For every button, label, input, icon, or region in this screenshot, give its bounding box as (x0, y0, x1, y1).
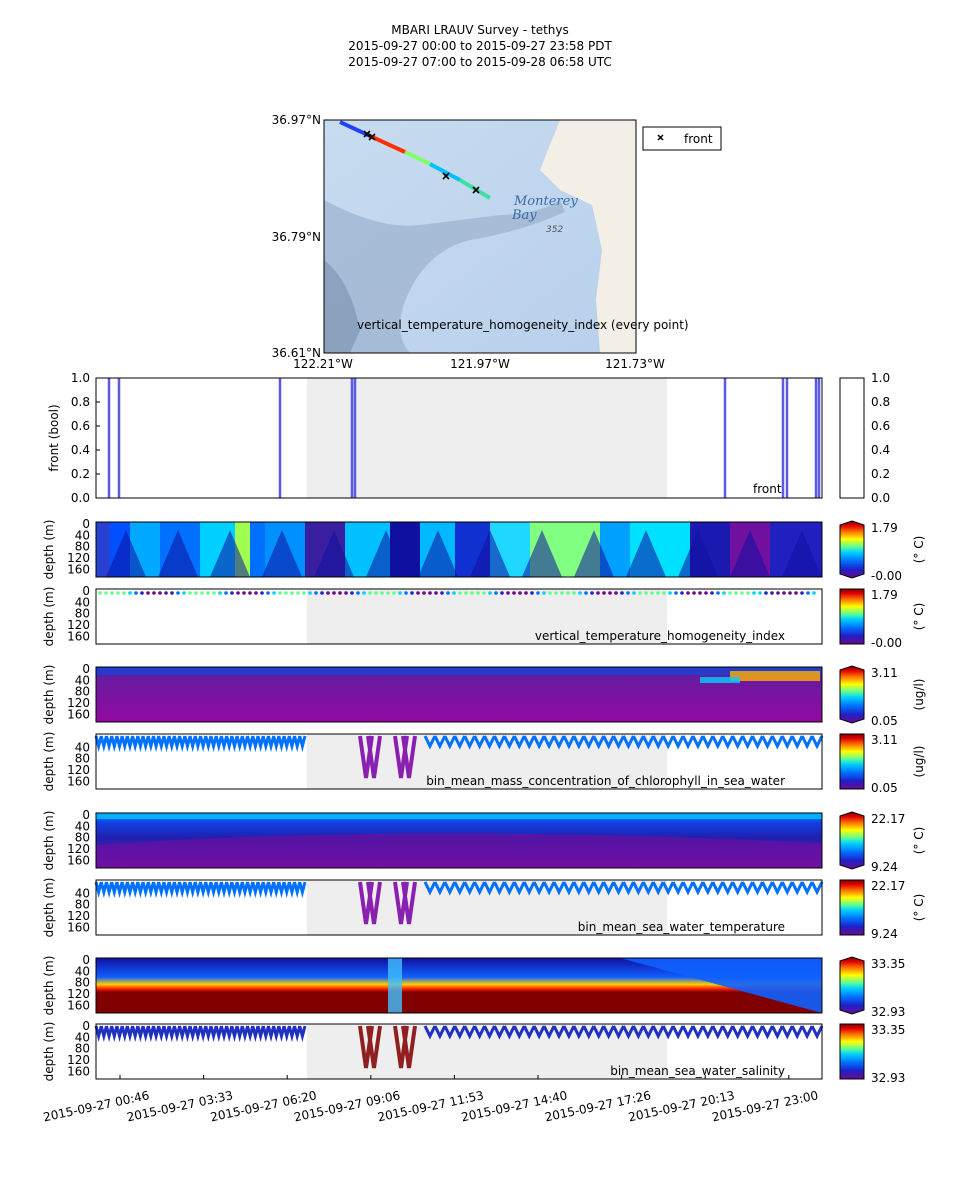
data-point (740, 591, 744, 595)
depth-panel-bin_mean_sea_water_salinity (42, 953, 905, 1019)
colorbar (840, 1024, 864, 1079)
depth-tick-label: 80 (74, 1041, 90, 1056)
data-point (362, 591, 366, 595)
depth-panels (42, 517, 926, 1085)
map-lat-label: 36.97°N (271, 113, 321, 127)
colorbar-min-label: 9.24 (871, 927, 898, 941)
x-tick-label: 2015-09-27 20:13 (627, 1088, 736, 1125)
depth-panel-vertical_temperature_homogeneity_index (42, 584, 926, 650)
map-place-label: Monterey (514, 194, 578, 209)
data-point (242, 591, 246, 595)
panel-caption: bin_mean_sea_water_salinity (610, 1064, 785, 1078)
data-point (620, 591, 624, 595)
data-point (650, 591, 654, 595)
data-point (284, 591, 288, 595)
data-point (554, 591, 558, 595)
data-point (224, 591, 228, 595)
data-point (392, 591, 396, 595)
data-point (530, 591, 534, 595)
data-point (512, 591, 516, 595)
heatmap-field (96, 667, 822, 722)
depth-tick-label: 0 (82, 953, 90, 967)
x-tick-label: 2015-09-27 11:53 (376, 1088, 486, 1125)
front-ytick-label: 0.0 (70, 491, 90, 505)
data-point (344, 591, 348, 595)
data-point (410, 591, 414, 595)
depth-tick-label: 40 (74, 595, 90, 610)
depth-tick-label: 40 (74, 819, 90, 834)
data-point (422, 591, 426, 595)
depth-tick-label: 80 (74, 975, 90, 990)
data-point (404, 591, 408, 595)
heatmap-cell (250, 522, 265, 577)
data-point (416, 591, 420, 595)
colorbar-min-label: -0.00 (871, 569, 903, 583)
data-point (458, 591, 462, 595)
data-point (608, 591, 612, 595)
data-point (722, 591, 726, 595)
x-tick-label: 2015-09-27 14:40 (459, 1088, 569, 1125)
data-point (452, 591, 456, 595)
colorbar-max-label: 33.35 (871, 957, 906, 971)
data-point (488, 591, 492, 595)
data-point (482, 591, 486, 595)
data-point (764, 591, 768, 595)
data-point (578, 591, 582, 595)
data-point (278, 591, 282, 595)
colorbar-units: (ug/l) (912, 745, 926, 778)
data-point (98, 591, 102, 595)
x-tick-label: 2015-09-27 09:06 (292, 1088, 402, 1125)
data-point (524, 591, 528, 595)
data-point (776, 591, 780, 595)
depth-tick-label: 160 (67, 853, 90, 868)
depth-tick-label: 120 (67, 909, 90, 923)
colorbar-max-label: 3.11 (871, 666, 898, 680)
data-point (500, 591, 504, 595)
colorbar-min-label: 0.05 (871, 781, 898, 795)
data-point (350, 591, 354, 595)
map-place-label-2: Bay (512, 208, 537, 223)
data-point (374, 591, 378, 595)
depth-ylabel: depth (m) (42, 1021, 56, 1082)
data-point (104, 591, 108, 595)
legend-label: front (684, 132, 713, 146)
title-line-1: MBARI LRAUV Survey - tethys (391, 23, 569, 37)
data-point (152, 591, 156, 595)
data-point (200, 591, 204, 595)
colorbar-units: (° C) (912, 826, 926, 855)
data-point (320, 591, 324, 595)
x-tick-label: 2015-09-27 06:20 (209, 1088, 318, 1125)
data-point (470, 591, 474, 595)
data-point (638, 591, 642, 595)
data-point (626, 591, 630, 595)
colorbar-min-label: 0.05 (871, 714, 898, 728)
front-ytick-label: 1.0 (70, 371, 90, 385)
data-point (680, 591, 684, 595)
data-point (746, 591, 750, 595)
data-point (584, 591, 588, 595)
depth-tick-label: 40 (74, 673, 90, 688)
depth-tick-label: 0 (82, 1019, 90, 1033)
title-line-3: 2015-09-27 07:00 to 2015-09-28 06:58 UTC (348, 55, 612, 69)
colorbar-min-label: 32.93 (871, 1071, 906, 1085)
data-point (686, 591, 690, 595)
data-point (122, 591, 126, 595)
colorbar (840, 666, 864, 723)
depth-tick-label: 80 (74, 539, 90, 554)
depth-tick-label: 160 (67, 920, 90, 935)
front-ylabel: front (bool) (47, 404, 61, 472)
data-point (632, 591, 636, 595)
map-lon-label: 121.97°W (450, 357, 510, 371)
colorbar-max-label: 1.79 (871, 521, 898, 535)
colorbar-tick-label: 1.0 (871, 371, 891, 385)
title-line-2: 2015-09-27 00:00 to 2015-09-27 23:58 PDT (348, 39, 612, 53)
depth-panel-bin_mean_mass_concentration_of_chlorophyll_in_sea_water (42, 662, 926, 728)
depth-panel-vertical_temperature_homogeneity_index (42, 517, 926, 583)
data-point (218, 591, 222, 595)
depth-tick-label: 40 (74, 528, 90, 543)
data-point (596, 591, 600, 595)
depth-ylabel: depth (m) (42, 955, 56, 1016)
map-lat-label: 36.79°N (271, 230, 321, 244)
data-point (662, 591, 666, 595)
colorbar-min-label: -0.00 (871, 636, 903, 650)
depth-panel-bin_mean_mass_concentration_of_chlorophyll_in_sea_water (42, 732, 926, 795)
data-point (446, 591, 450, 595)
depth-ylabel: depth (m) (42, 877, 56, 938)
data-point (158, 591, 162, 595)
data-point (386, 591, 390, 595)
data-point (170, 591, 174, 595)
data-point (266, 591, 270, 595)
data-point (164, 591, 168, 595)
data-point (674, 591, 678, 595)
depth-tick-label: 40 (74, 1030, 90, 1045)
data-point (128, 591, 132, 595)
data-point (134, 591, 138, 595)
depth-tick-label: 120 (67, 696, 90, 710)
data-point (398, 591, 402, 595)
x-tick-label: 2015-09-27 00:46 (41, 1088, 151, 1125)
colorbar-tick-label: 0.0 (871, 491, 891, 505)
colorbar-max-label: 1.79 (871, 588, 898, 602)
map-lon-label: 122.21°W (293, 357, 353, 371)
data-point (494, 591, 498, 595)
data-point (110, 591, 114, 595)
data-point (590, 591, 594, 595)
data-point (710, 591, 714, 595)
data-point (644, 591, 648, 595)
data-point (476, 591, 480, 595)
depth-tick-label: 120 (67, 763, 90, 777)
depth-tick-label: 160 (67, 1064, 90, 1079)
depth-tick-label: 120 (67, 551, 90, 565)
depth-tick-label: 160 (67, 562, 90, 577)
colorbar-tick-label: 0.2 (871, 467, 891, 481)
depth-ylabel: depth (m) (42, 519, 56, 580)
colorbar-min-label: 9.24 (871, 860, 898, 874)
colorbar (840, 589, 864, 644)
colorbar-min-label: 32.93 (871, 1005, 906, 1019)
map-panel (272, 113, 721, 371)
depth-panel-bin_mean_sea_water_temperature (42, 808, 926, 874)
data-point (602, 591, 606, 595)
data-point (806, 591, 810, 595)
data-point (704, 591, 708, 595)
colorbar-units: (° C) (912, 602, 926, 631)
depth-tick-label: 80 (74, 897, 90, 912)
map-legend (643, 127, 721, 150)
front-panel (47, 371, 890, 505)
data-point (692, 591, 696, 595)
data-point (302, 591, 306, 595)
heatmap-cell (96, 522, 110, 577)
depth-tick-label: 40 (74, 964, 90, 979)
data-point (254, 591, 258, 595)
panel-caption: vertical_temperature_homogeneity_index (534, 629, 785, 643)
colorbar-tick-label: 0.6 (871, 419, 891, 433)
data-point (308, 591, 312, 595)
depth-tick-label: 80 (74, 830, 90, 845)
data-point (326, 591, 330, 595)
front-colorbar (840, 378, 864, 498)
front-ytick-label: 0.4 (70, 443, 90, 457)
data-point (752, 591, 756, 595)
colorbar-units: (° C) (912, 535, 926, 564)
colorbar (840, 812, 864, 869)
data-point (812, 591, 816, 595)
front-colorbar-ticks (871, 371, 890, 505)
front-ytick-label: 0.8 (70, 395, 90, 409)
depth-tick-label: 80 (74, 751, 90, 766)
data-point (770, 591, 774, 595)
data-point (542, 591, 546, 595)
data-point (668, 591, 672, 595)
depth-panel-bin_mean_sea_water_salinity (42, 1019, 905, 1085)
data-point (800, 591, 804, 595)
depth-tick-label: 40 (74, 886, 90, 901)
data-point (332, 591, 336, 595)
data-point (314, 591, 318, 595)
data-point (140, 591, 144, 595)
data-point (560, 591, 564, 595)
depth-tick-label: 40 (74, 740, 90, 755)
x-tick-label: 2015-09-27 03:33 (125, 1088, 235, 1125)
front-ytick-label: 0.2 (70, 467, 90, 481)
colorbar (840, 734, 864, 789)
data-point (464, 591, 468, 595)
depth-tick-label: 160 (67, 629, 90, 644)
colorbar (840, 880, 864, 935)
depth-tick-label: 120 (67, 618, 90, 632)
data-point (518, 591, 522, 595)
depth-tick-label: 0 (82, 517, 90, 531)
data-point (434, 591, 438, 595)
data-point (194, 591, 198, 595)
colorbar-tick-label: 0.8 (871, 395, 891, 409)
data-point (614, 591, 618, 595)
depth-tick-label: 80 (74, 606, 90, 621)
map-caption: vertical_temperature_homogeneity_index (every point) (357, 318, 689, 332)
colorbar-max-label: 22.17 (871, 879, 906, 893)
panel-caption: bin_mean_mass_concentration_of_chlorophyll_in_sea_water (426, 774, 785, 788)
data-point (212, 591, 216, 595)
depth-tick-label: 0 (82, 808, 90, 822)
panel-caption: bin_mean_sea_water_temperature (577, 920, 785, 934)
data-point (290, 591, 294, 595)
data-point (698, 591, 702, 595)
data-point (440, 591, 444, 595)
depth-tick-label: 120 (67, 1053, 90, 1067)
x-tick-label: 2015-09-27 17:26 (543, 1088, 653, 1125)
map-depth-label: 352 (546, 225, 564, 235)
data-point (728, 591, 732, 595)
data-point (356, 591, 360, 595)
colorbar-max-label: 33.35 (871, 1023, 906, 1037)
shade-region (307, 378, 667, 498)
colorbar-tick-label: 0.4 (871, 443, 891, 457)
depth-ylabel: depth (m) (42, 810, 56, 871)
time-axis (42, 1075, 819, 1124)
data-point (788, 591, 792, 595)
data-point (428, 591, 432, 595)
data-point (146, 591, 150, 595)
map-lat-label: 36.61°N (271, 346, 321, 360)
data-point (188, 591, 192, 595)
data-point (296, 591, 300, 595)
front-caption: front (753, 482, 782, 496)
x-tick-label: 2015-09-27 23:00 (710, 1088, 820, 1125)
colorbar-max-label: 22.17 (871, 812, 906, 826)
front-ytick-label: 0.6 (70, 419, 90, 433)
data-point (206, 591, 210, 595)
depth-tick-label: 0 (82, 662, 90, 676)
depth-panel-bin_mean_sea_water_temperature (42, 878, 926, 941)
data-point (260, 591, 264, 595)
colorbar-units: (ug/l) (912, 678, 926, 711)
data-point (794, 591, 798, 595)
data-point (116, 591, 120, 595)
data-point (380, 591, 384, 595)
data-point (566, 591, 570, 595)
colorbar (840, 521, 864, 578)
depth-tick-label: 120 (67, 987, 90, 1001)
data-point (656, 591, 660, 595)
data-point (176, 591, 180, 595)
data-point (782, 591, 786, 595)
data-point (236, 591, 240, 595)
data-point (536, 591, 540, 595)
data-point (338, 591, 342, 595)
depth-tick-label: 160 (67, 707, 90, 722)
data-point (248, 591, 252, 595)
data-point (716, 591, 720, 595)
depth-tick-label: 80 (74, 684, 90, 699)
data-point (572, 591, 576, 595)
map-lon-label: 121.73°W (605, 357, 665, 371)
data-point (368, 591, 372, 595)
data-point (548, 591, 552, 595)
depth-tick-label: 160 (67, 774, 90, 789)
depth-tick-label: 0 (82, 584, 90, 598)
data-point (230, 591, 234, 595)
depth-ylabel: depth (m) (42, 664, 56, 725)
depth-ylabel: depth (m) (42, 586, 56, 647)
colorbar (840, 957, 864, 1014)
colorbar-units: (° C) (912, 893, 926, 922)
depth-ylabel: depth (m) (42, 731, 56, 792)
data-point (182, 591, 186, 595)
data-point (758, 591, 762, 595)
data-point (272, 591, 276, 595)
data-point (506, 591, 510, 595)
depth-tick-label: 120 (67, 842, 90, 856)
colorbar-max-label: 3.11 (871, 733, 898, 747)
data-point (734, 591, 738, 595)
depth-tick-label: 160 (67, 998, 90, 1013)
